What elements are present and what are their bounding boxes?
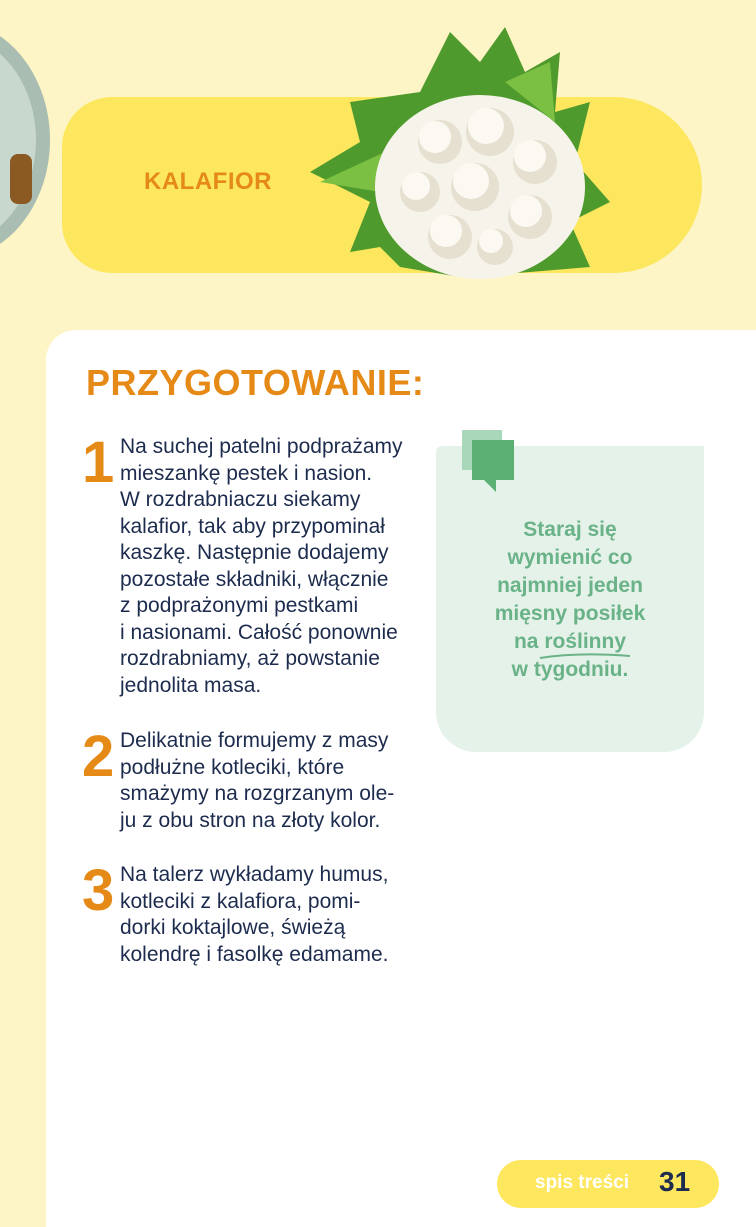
tip-text: Staraj się wymienić co najmniej jeden mięsny posiłek na roślinny w tygodniu.	[494, 518, 646, 681]
step-number: 2	[82, 724, 115, 789]
page-number: 31	[659, 1166, 691, 1197]
cauliflower-image	[290, 22, 630, 292]
step-text: Na talerz wykładamy humus, kotleciki z kalafiora, pomi- dorki koktajlowe, świeżą kolendrę i fasolkę edamame.	[120, 863, 389, 966]
recipe-title: KALAFIOR	[144, 168, 272, 195]
section-heading: PRZYGOTOWANIE:	[86, 362, 425, 403]
plate-image	[0, 20, 50, 260]
step-text: Delikatnie formujemy z masy podłużne kotleciki, które smażymy na rozgrzanym ole- ju z obu stron na złoty kolor.	[120, 729, 395, 832]
speech-bubble-icon	[462, 430, 518, 494]
food-image	[10, 154, 32, 204]
toc-label[interactable]: spis treści	[535, 1172, 629, 1193]
step-number: 1	[82, 430, 115, 495]
step-text: Na suchej patelni podprażamy mieszankę pestek i nasion. W rozdrabniaczu siekamy kalafior, tak aby przypominał kaszkę. Następnie dodajemy pozostałe składniki, włącznie z podprażonymi pestkami i nasionami. Całość ponownie rozdrabniamy, aż powstanie jednolita masa.	[120, 435, 403, 697]
underline-decoration	[538, 650, 632, 662]
step-number: 3	[82, 858, 115, 923]
